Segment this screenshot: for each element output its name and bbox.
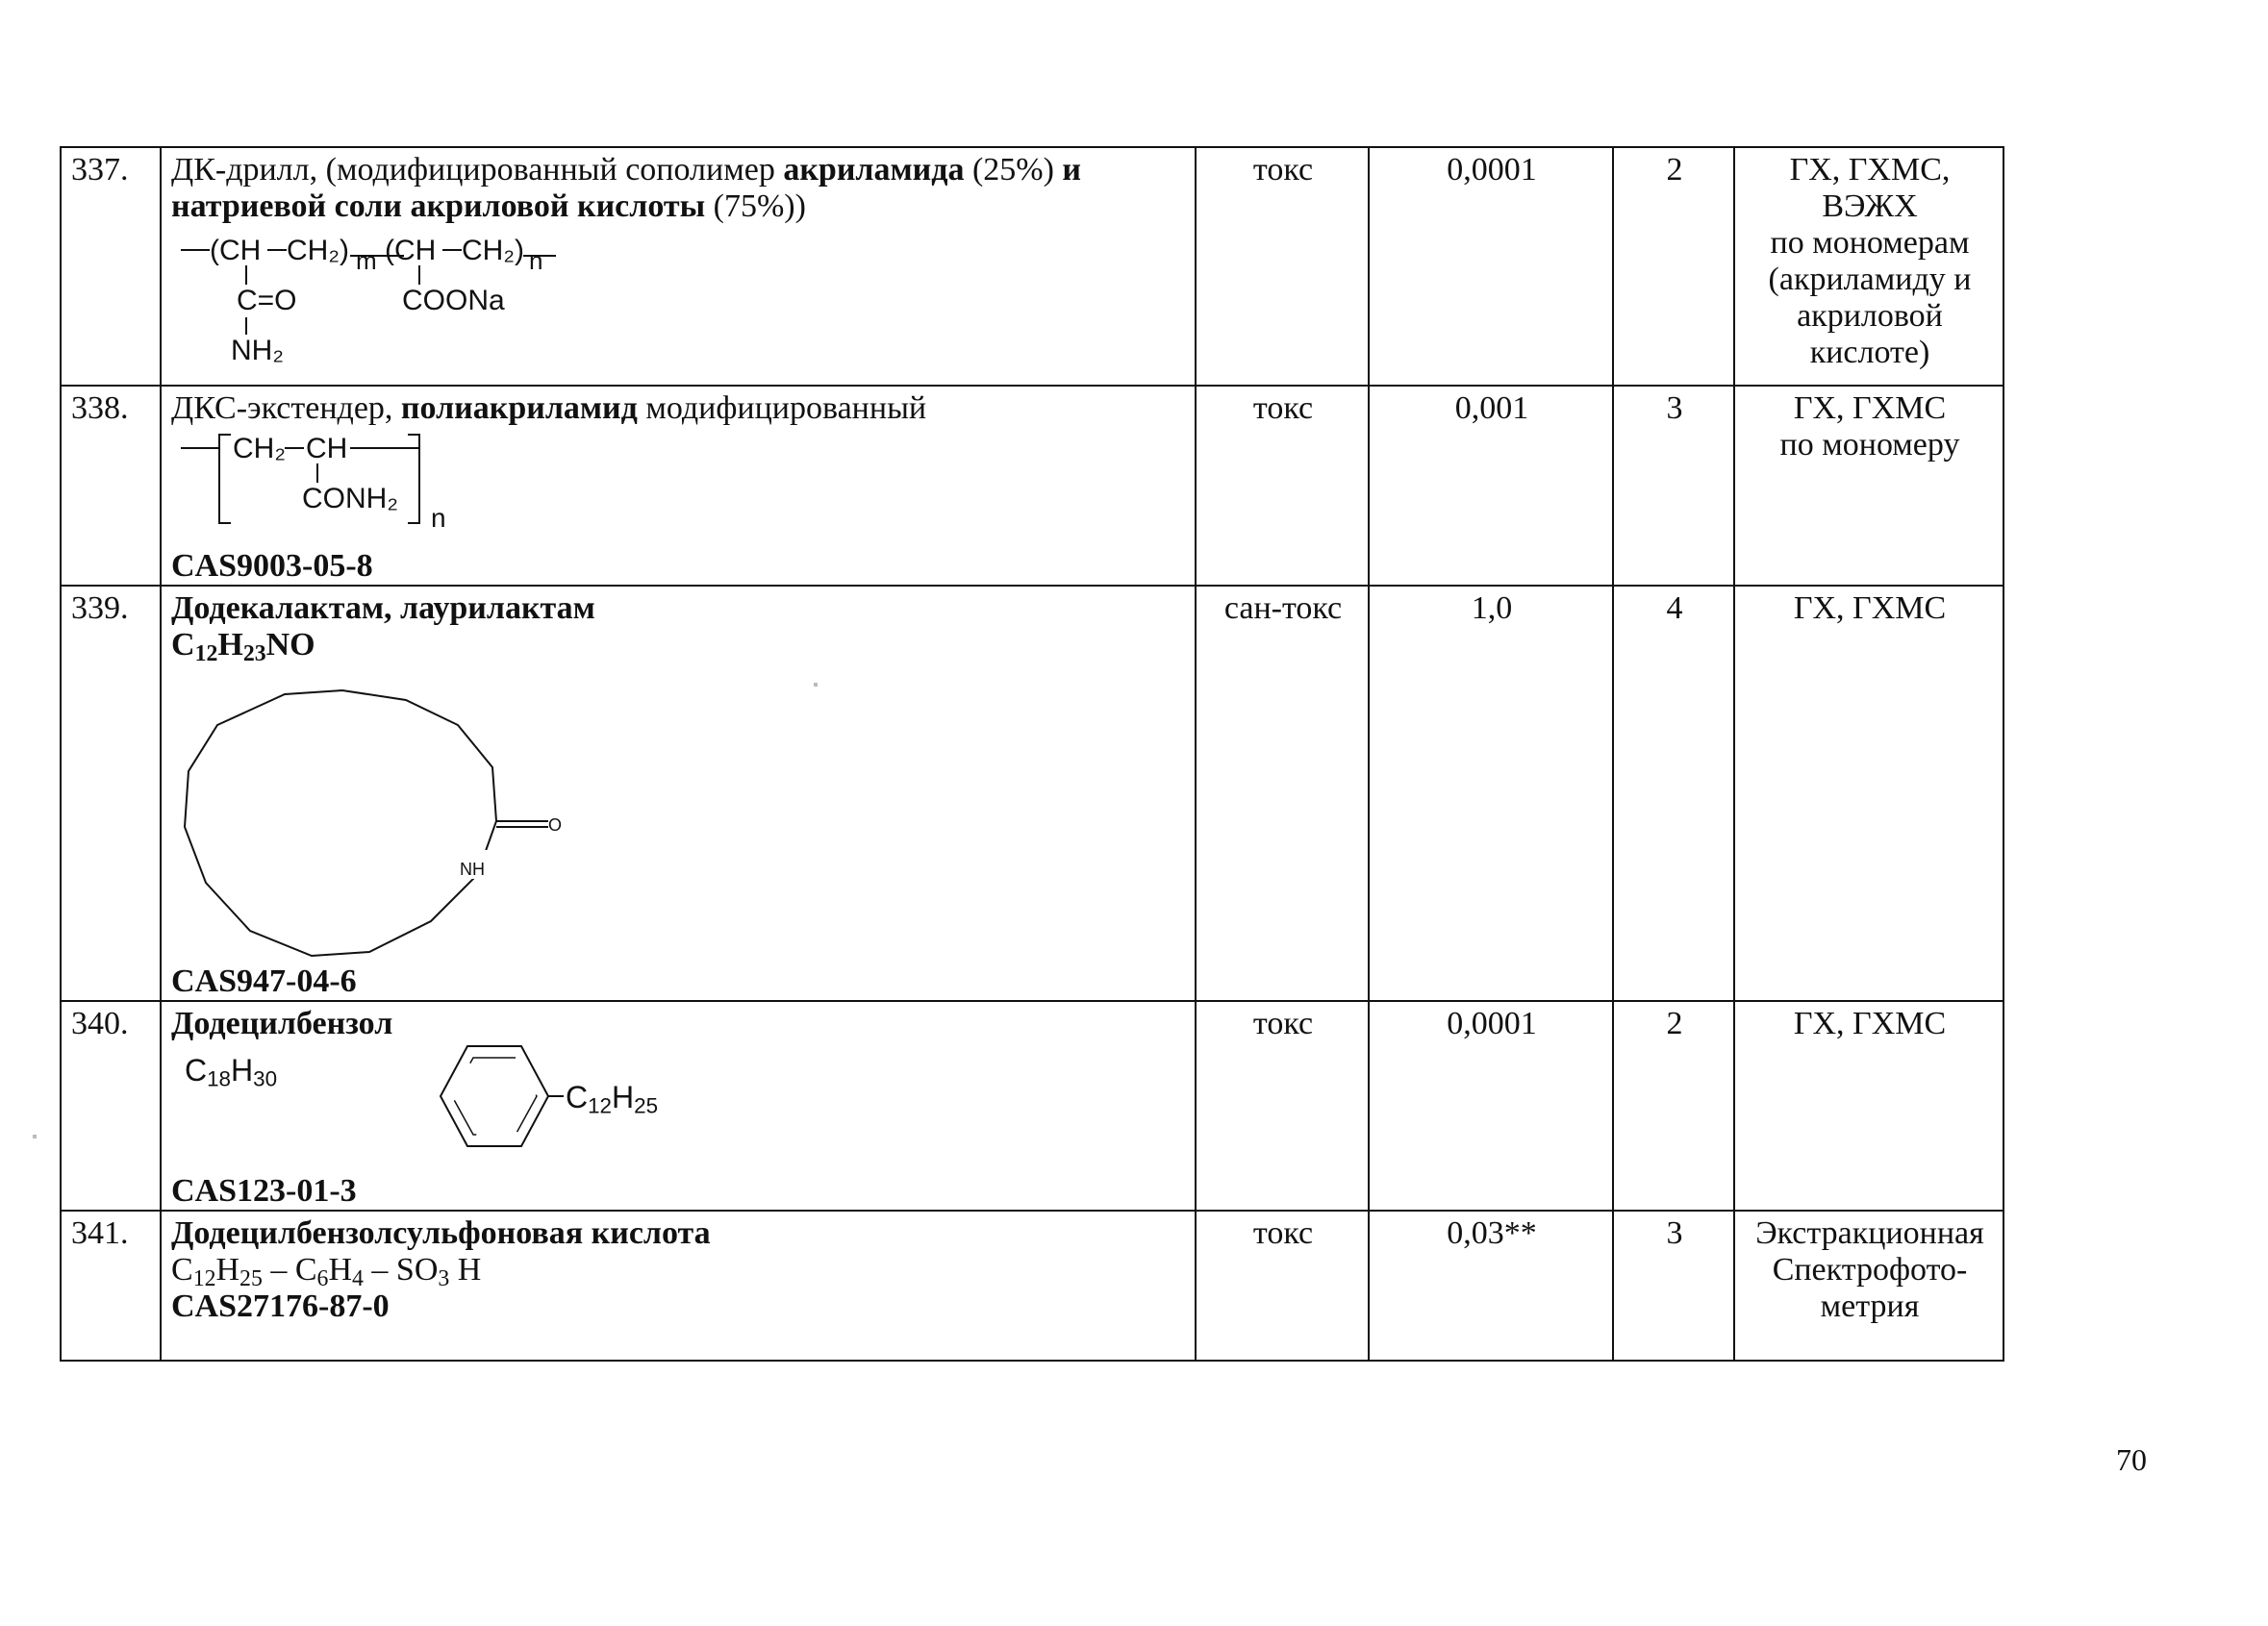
cas-number: CAS27176-87-0 <box>171 1288 390 1324</box>
page-number: 70 <box>2116 1442 2147 1477</box>
molecular-formula: $C_{18}H_{30}$ <box>185 1053 278 1091</box>
table-row <box>61 586 2003 1001</box>
substance-name: ДК-дрилл, (модифицированный сополимер акриламида (25%) и натриевой соли акриловой кислоты (75%)) <box>171 152 1082 224</box>
table-row <box>61 147 2003 386</box>
subscript-m: m <box>356 246 377 275</box>
substance-cell <box>161 147 1196 386</box>
chain-right: (CH <box>385 235 437 266</box>
method-cell: ГХ, ГХМС, ВЭЖХ по мономерам (акриламиду и акриловой кислоте) <box>1734 147 2003 386</box>
value-cell: 0,03** <box>1369 1211 1613 1361</box>
amide-group: C=O <box>237 285 297 316</box>
hazard-cell: токс <box>1196 1001 1369 1211</box>
amine-group: NH₂ <box>231 335 284 366</box>
value-cell: 0,0001 <box>1369 1001 1613 1211</box>
scan-speck <box>33 1135 37 1138</box>
row-number: 338. <box>61 386 161 586</box>
nh-label: NH <box>460 860 485 879</box>
chain-ch2-m: CH₂) <box>287 235 349 266</box>
molecular-formula: $C_{12}H_{25} - C_6H_4 - SO_3$ H <box>171 1252 482 1291</box>
table-row <box>61 386 2003 586</box>
scan-speck <box>814 683 818 687</box>
copolymer-structure <box>171 229 633 366</box>
substance-cell <box>161 1211 1196 1361</box>
hazard-cell: токс <box>1196 1211 1369 1361</box>
class-cell: 2 <box>1613 147 1734 386</box>
oxygen-label: O <box>548 815 563 835</box>
value-cell: 0,001 <box>1369 386 1613 586</box>
ch2-group: CH₂ <box>233 433 286 464</box>
substance-name: ДКС-экстендер, полиакриламид модифицированный <box>171 390 927 426</box>
hazard-cell: токс <box>1196 386 1369 586</box>
class-cell: 4 <box>1613 586 1734 1001</box>
class-cell: 2 <box>1613 1001 1734 1211</box>
class-cell: 3 <box>1613 386 1734 586</box>
row-number: 340. <box>61 1001 161 1211</box>
table-row <box>61 1211 2003 1361</box>
table-row <box>61 1001 2003 1211</box>
chain-ch2-n: CH₂) <box>462 235 524 266</box>
substance-cell <box>161 1001 1196 1211</box>
row-number: 337. <box>61 147 161 386</box>
substance-cell <box>161 386 1196 586</box>
hazard-cell: токс <box>1196 147 1369 386</box>
hazard-cell: сан-токс <box>1196 586 1369 1001</box>
substance-name: Додецилбензолсульфоновая кислота <box>171 1215 711 1251</box>
substance-name: Додекалактам, лаурилактам <box>171 590 595 626</box>
lactam-ring-structure <box>171 687 563 975</box>
method-cell: ГХ, ГХМС по мономеру <box>1734 386 2003 586</box>
salt-group: COONa <box>402 285 505 316</box>
cas-number: CAS947-04-6 <box>171 963 357 999</box>
molecular-formula: $C_{12}H_{23}NO$ <box>171 627 315 666</box>
substance-name: Додецилбензол <box>171 1006 393 1041</box>
row-number: 341. <box>61 1211 161 1361</box>
value-cell: 1,0 <box>1369 586 1613 1001</box>
subscript-n: n <box>529 246 543 275</box>
value-cell: 0,0001 <box>1369 147 1613 386</box>
method-cell: ГХ, ГХМС <box>1734 1001 2003 1211</box>
row-number: 339. <box>61 586 161 1001</box>
cas-number: CAS123-01-3 <box>171 1173 357 1209</box>
cas-number: CAS9003-05-8 <box>171 548 373 584</box>
chain-left: (CH <box>210 235 262 266</box>
conh2-group: CONH₂ <box>302 483 398 514</box>
substituent-group: $C_{12}H_{25}$ <box>566 1080 659 1118</box>
substance-cell <box>161 586 1196 1001</box>
class-cell: 3 <box>1613 1211 1734 1361</box>
polyacrylamide-structure <box>171 431 517 537</box>
method-cell: ГХ, ГХМС <box>1734 586 2003 1001</box>
subscript-n: n <box>431 503 446 533</box>
ch-group: CH <box>306 433 348 464</box>
formula-and-structure <box>171 1042 1187 1158</box>
method-cell: Экстракционная Спектрофото- метрия <box>1734 1211 2003 1361</box>
substance-table <box>60 146 2004 1362</box>
